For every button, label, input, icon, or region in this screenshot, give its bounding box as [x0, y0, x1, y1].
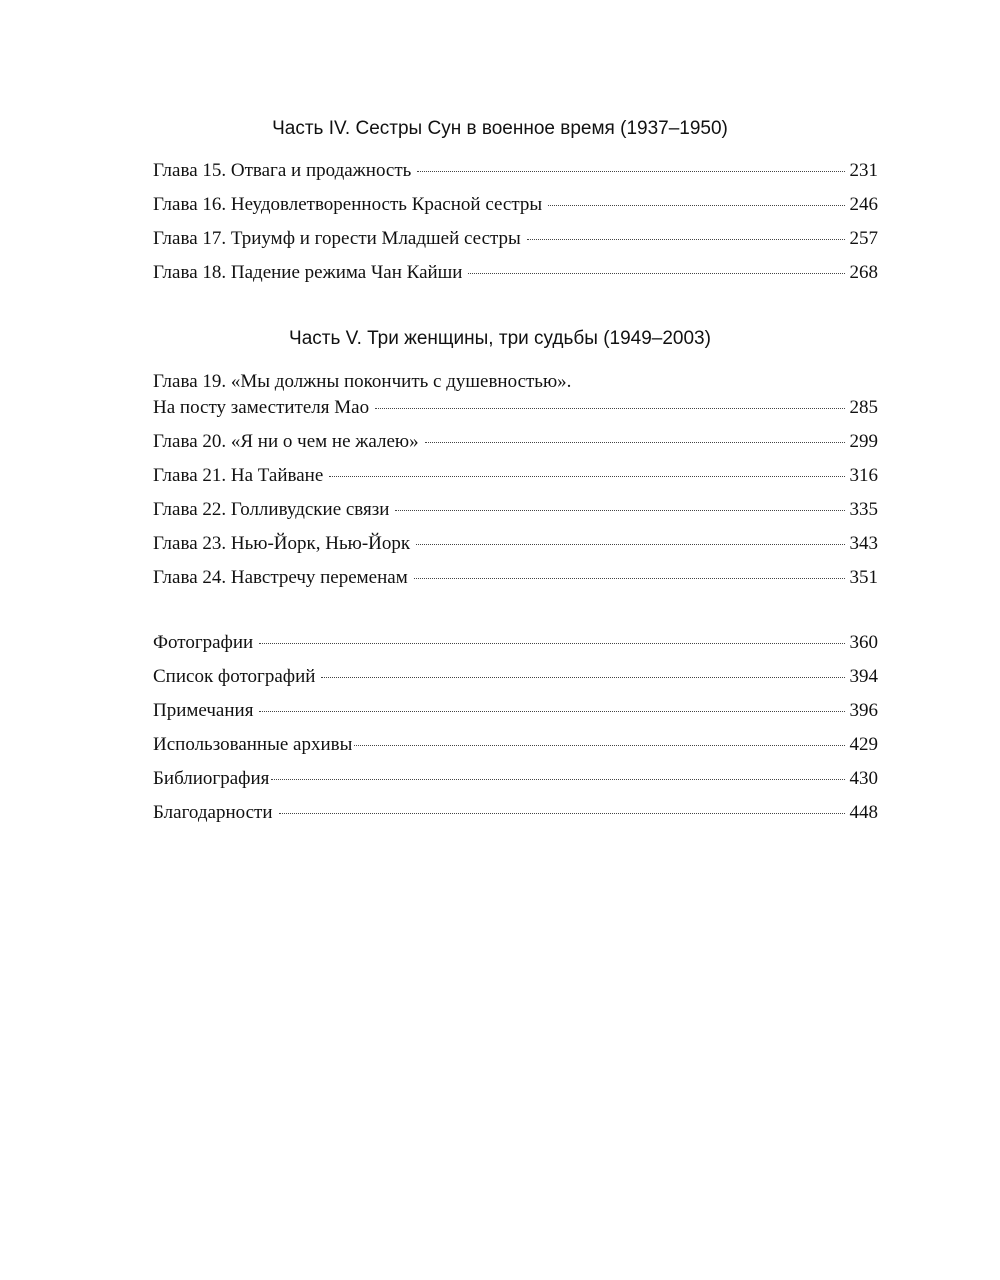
toc-entry-ch17[interactable] [153, 224, 878, 254]
toc-entry-label: Глава 23. Нью-Йорк, Нью-Йорк [153, 533, 411, 554]
toc-entry-label: Глава 22. Голливудские связи [153, 499, 390, 520]
toc-entry-ch21[interactable] [153, 461, 878, 491]
toc-entry-page: 394 [849, 666, 878, 687]
dot-leader [468, 273, 844, 274]
dot-leader [416, 544, 844, 545]
toc-entry-page: 396 [849, 700, 878, 721]
toc-entry-label: Библиография [153, 768, 270, 789]
dot-leader [375, 408, 844, 409]
toc-entry-page: 299 [849, 431, 878, 452]
dot-leader [259, 643, 844, 644]
toc-entry-ch24[interactable] [153, 563, 878, 593]
toc-entry-page: 268 [849, 262, 878, 283]
toc-entry-page: 343 [849, 533, 878, 554]
toc-entry-page: 285 [849, 397, 878, 418]
toc-entry-label: Благодарности [153, 802, 273, 823]
dot-leader [395, 510, 844, 511]
dot-leader [321, 677, 844, 678]
toc-entry-label: Фотографии [153, 632, 254, 653]
toc-entry-label: Использованные архивы [153, 734, 353, 755]
toc-entry-ch22[interactable] [153, 495, 878, 525]
dot-leader [527, 239, 845, 240]
dot-leader [414, 578, 845, 579]
dot-leader [354, 745, 844, 746]
toc-entry-label: Глава 18. Падение режима Чан Кайши [153, 262, 463, 283]
toc-entry-ch18[interactable] [153, 258, 878, 288]
toc-entry-ch19[interactable] [153, 393, 878, 423]
toc-entry-page: 316 [849, 465, 878, 486]
toc-entry-label: Список фотографий [153, 666, 316, 687]
toc-entry-ch19-line1[interactable]: Глава 19. «Мы должны покончить с душевностью». [153, 371, 572, 392]
dot-leader [279, 813, 845, 814]
toc-entry-label: Примечания [153, 700, 254, 721]
toc-entry-page: 448 [849, 802, 878, 823]
toc-entry-page: 360 [849, 632, 878, 653]
toc-entry-label: Глава 21. На Тайване [153, 465, 324, 486]
toc-entry-acknowledgements[interactable] [153, 798, 878, 828]
dot-leader [548, 205, 844, 206]
toc-entry-page: 429 [849, 734, 878, 755]
toc-entry-label: Глава 17. Триумф и горести Младшей сестры [153, 228, 521, 249]
toc-entry-ch15[interactable] [153, 156, 878, 186]
dot-leader [417, 171, 844, 172]
toc-entry-ch16[interactable] [153, 190, 878, 220]
toc-entry-page: 351 [849, 567, 878, 588]
toc-entry-label: На посту заместителя Мао [153, 397, 370, 418]
toc-entry-photos[interactable] [153, 628, 878, 658]
toc-entry-label: Глава 24. Навстречу переменам [153, 567, 408, 588]
toc-entry-archives[interactable] [153, 730, 878, 760]
toc-entry-label: Глава 15. Отвага и продажность [153, 160, 412, 181]
dot-leader [329, 476, 844, 477]
part-4-title: Часть IV. Сестры Сун в военное время (1937–1950) [272, 118, 728, 139]
dot-leader [425, 442, 845, 443]
toc-entry-photo-list[interactable] [153, 662, 878, 692]
toc-entry-page: 231 [849, 160, 878, 181]
toc-entry-page: 430 [849, 768, 878, 789]
dot-leader [271, 779, 844, 780]
part-5-title: Часть V. Три женщины, три судьбы (1949–2003) [289, 328, 711, 349]
toc-entry-ch23[interactable] [153, 529, 878, 559]
toc-entry-ch20[interactable] [153, 427, 878, 457]
toc-entry-page: 257 [849, 228, 878, 249]
toc-entry-page: 246 [849, 194, 878, 215]
toc-entry-label: Глава 16. Неудовлетворенность Красной сестры [153, 194, 543, 215]
dot-leader [259, 711, 844, 712]
toc-entry-bibliography[interactable] [153, 764, 878, 794]
toc-entry-page: 335 [849, 499, 878, 520]
toc-entry-notes[interactable] [153, 696, 878, 726]
toc-entry-label: Глава 20. «Я ни о чем не жалею» [153, 431, 419, 452]
